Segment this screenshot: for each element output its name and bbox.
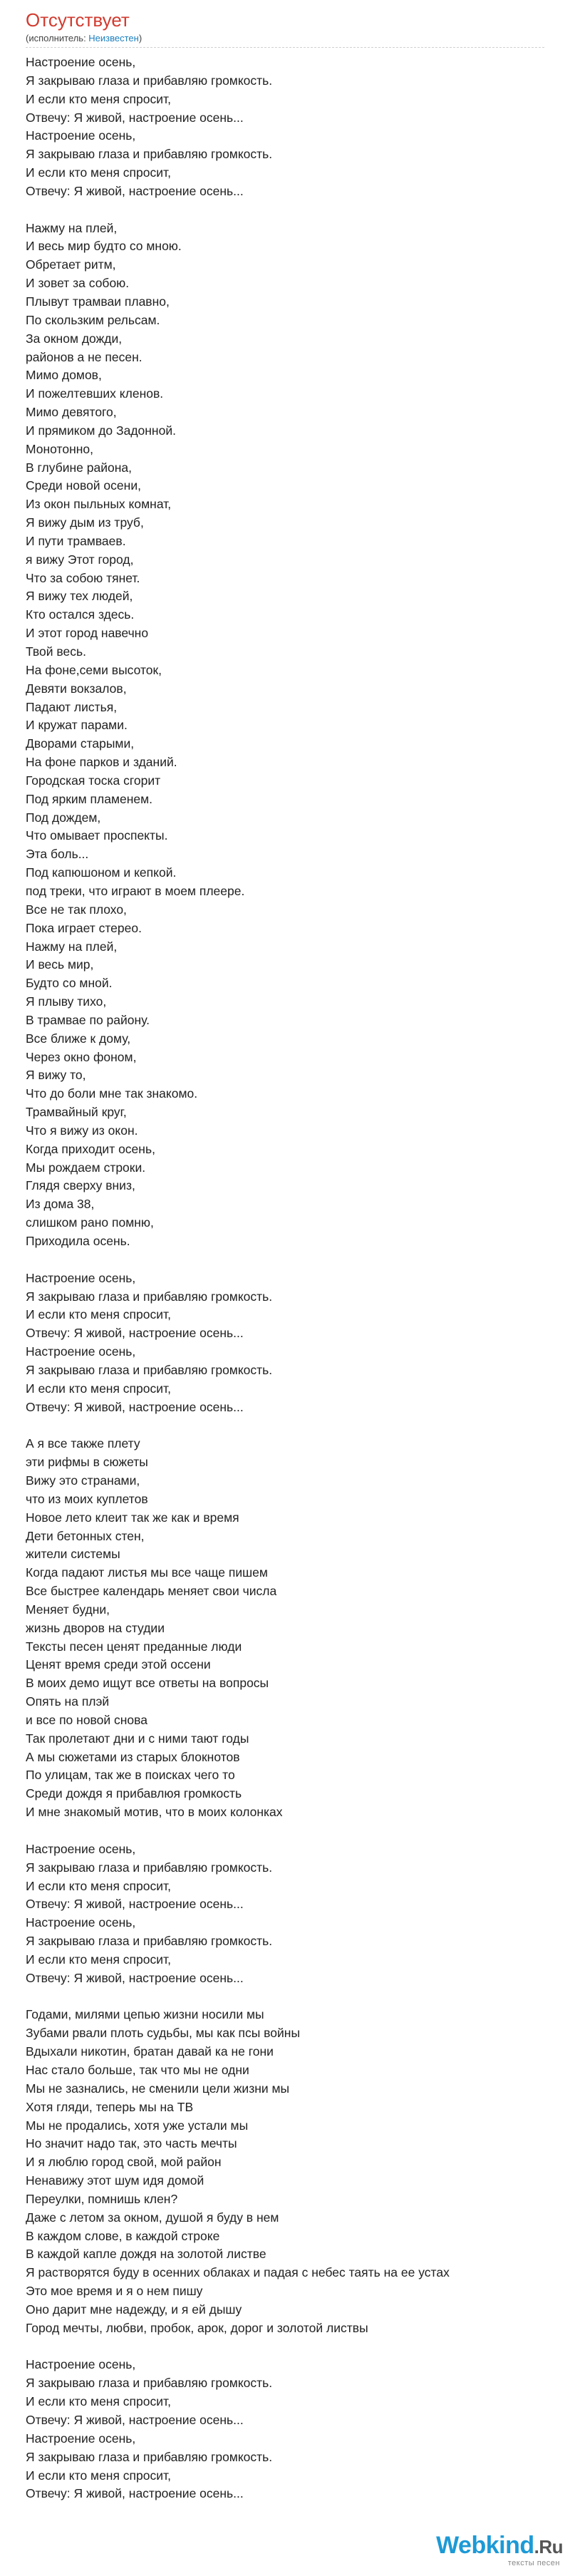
lyric-line: И если кто меня спросит, [26, 2468, 171, 2483]
lyric-line: Эта боль... [26, 847, 89, 862]
lyric-line: жизнь дворов на студии [26, 1620, 165, 1635]
lyric-line: И если кто меня спросит, [26, 1952, 171, 1967]
lyric-line: Я вижу то, [26, 1068, 86, 1083]
lyric-line: В каждом слове, в каждой строке [26, 2228, 220, 2243]
lyric-line: Я растворятся буду в осенних облаках и падая с небес таять на ее устах [26, 2265, 450, 2280]
lyric-line: слишком рано помню, [26, 1215, 154, 1230]
lyric-line: Все быстрее календарь меняет свои числа [26, 1584, 277, 1599]
lyric-line: Обретает ритм, [26, 257, 116, 272]
lyric-line: Настроение осень, [26, 2431, 136, 2446]
lyric-line: Через окно фоном, [26, 1049, 137, 1064]
lyric-line: Под дождем, [26, 810, 101, 825]
lyric-line: эти рифмы в сюжеты [26, 1455, 148, 1470]
lyric-line: Новое лето клеит так же как и время [26, 1510, 239, 1525]
lyric-line: В моих демо ищут все ответы на вопросы [26, 1676, 269, 1691]
lyric-line: Я закрываю глаза и прибавляю громкость. [26, 73, 273, 88]
lyric-line: Все не так плохо, [26, 902, 127, 917]
lyric-line: За окном дожди, [26, 331, 123, 346]
lyric-line: Меняет будни, [26, 1602, 110, 1617]
stanza-gap [26, 1988, 544, 2006]
lyric-line: Девяти вокзалов, [26, 681, 127, 696]
lyric-line: Приходила осень. [26, 1234, 130, 1248]
lyric-line: Кто остался здесь. [26, 607, 135, 622]
logo-main-text: Webkind [436, 2532, 534, 2559]
lyric-line: Плывут трамваи плавно, [26, 294, 170, 309]
lyric-line: И кружат парами. [26, 718, 128, 733]
byline-prefix: (исполнитель: [26, 33, 89, 43]
logo-tagline: тексты песен [507, 2559, 560, 2567]
lyric-line: Все ближе к дому, [26, 1031, 131, 1046]
lyric-line: Я закрываю глаза и прибавляю громкость. [26, 1362, 273, 1377]
lyric-line: Когда приходит осень, [26, 1141, 155, 1156]
lyric-line: И мне знакомый мотив, что в моих колонках [26, 1805, 283, 1820]
lyric-line: Падают листья, [26, 699, 118, 714]
lyric-line: Отвечу: Я живой, настроение осень... [26, 2486, 244, 2501]
lyric-line: В трамвае по району. [26, 1012, 150, 1027]
lyric-line: Монотонно, [26, 441, 93, 456]
lyric-line: А я все также плету [26, 1436, 140, 1451]
lyric-line: Так пролетают дни и с ними тают годы [26, 1731, 249, 1746]
lyric-line: Под ярким пламенем. [26, 791, 153, 806]
lyric-line: Мы не продались, хотя уже устали мы [26, 2118, 249, 2133]
lyric-line: Под капюшоном и кепкой. [26, 865, 177, 880]
lyric-line: Настроение осень, [26, 2357, 136, 2372]
lyric-line: Мимо девятого, [26, 405, 117, 420]
lyric-line: И если кто меня спросит, [26, 91, 171, 106]
lyric-line: Глядя сверху вниз, [26, 1178, 135, 1193]
lyric-line: что из моих куплетов [26, 1491, 148, 1506]
lyric-line: И если кто меня спросит, [26, 2394, 171, 2409]
lyric-line: Я закрываю глаза и прибавляю громкость. [26, 1289, 273, 1304]
lyric-line: Я закрываю глаза и прибавляю громкость. [26, 2376, 273, 2391]
lyric-line: Это мое время и я о нем пишу [26, 2284, 203, 2299]
lyric-line: И если кто меня спросит, [26, 1878, 171, 1893]
lyric-line: И я люблю город свой, мой район [26, 2155, 222, 2170]
lyric-line: Вдыхали никотин, братан давай ка не гони [26, 2044, 274, 2059]
logo-wordmark [436, 2532, 563, 2560]
song-title: Отсутствует [26, 9, 130, 31]
lyric-line: И пути трамваев. [26, 533, 126, 548]
lyric-line: я вижу Этот город, [26, 552, 134, 567]
lyric-line: И весь мир, [26, 957, 94, 972]
lyric-line: Я закрываю глаза и прибавляю громкость. [26, 147, 273, 162]
lyric-line: Отвечу: Я живой, настроение осень... [26, 1399, 244, 1414]
lyric-line: Но значит надо так, это часть мечты [26, 2136, 237, 2151]
lyric-line: районов а не песен. [26, 349, 142, 364]
lyric-line: Годами, милями цепью жизни носили мы [26, 2007, 264, 2022]
lyric-line: Ценят время среди этой оссени [26, 1657, 211, 1672]
lyric-line: Я вижу тех людей, [26, 589, 133, 604]
lyric-line: Настроение осень, [26, 1841, 136, 1856]
lyric-line: Я закрываю глаза и прибавляю громкость. [26, 1934, 273, 1949]
lyric-line: Я плыву тихо, [26, 994, 107, 1009]
stanza-gap [26, 2338, 544, 2356]
lyric-line: По улицам, так же в поисках чего то [26, 1768, 235, 1783]
lyrics-page [26, 9, 544, 2503]
stanza-gap [26, 201, 544, 220]
lyric-line: Настроение осень, [26, 1915, 136, 1930]
logo-tld: .Ru [534, 2536, 563, 2557]
lyric-line: Пока играет стерео. [26, 920, 142, 935]
lyric-line: Настроение осень, [26, 128, 136, 143]
lyric-line: Хотя гляди, теперь мы на ТВ [26, 2099, 194, 2114]
site-logo[interactable] [436, 2532, 563, 2569]
lyric-line: Отвечу: Я живой, настроение осень... [26, 2413, 244, 2427]
lyric-line: Нажму на плей, [26, 220, 118, 235]
lyric-line: под треки, что играют в моем плеере. [26, 883, 245, 898]
stanza-gap [26, 1251, 544, 1269]
lyrics-body [26, 53, 544, 2503]
lyric-line: Нажму на плей, [26, 939, 118, 954]
lyric-line: В глубине района, [26, 460, 132, 475]
lyric-line: Нас стало больше, так что мы не одни [26, 2062, 249, 2077]
lyric-line: Переулки, помнишь клен? [26, 2191, 178, 2206]
lyric-line: И зовет за собою. [26, 276, 130, 291]
lyric-line: Мы не зазнались, не сменили цели жизни мы [26, 2081, 290, 2096]
lyric-line: И прямиком до Задонной. [26, 423, 176, 438]
lyric-line: Отвечу: Я живой, настроение осень... [26, 110, 244, 125]
lyric-line: Дворами старыми, [26, 736, 135, 751]
lyric-line: Что до боли мне так знакомо. [26, 1086, 198, 1101]
lyric-line: И пожелтевших кленов. [26, 386, 164, 401]
lyric-line: Среди дождя я прибавлюя громкость [26, 1786, 242, 1801]
lyric-line: Я вижу дым из труб, [26, 515, 144, 530]
lyric-line: Из окон пыльных комнат, [26, 497, 172, 512]
lyric-line: Настроение осень, [26, 55, 136, 69]
lyric-line: На фоне парков и зданий. [26, 755, 177, 770]
lyric-line: И весь мир будто со мною. [26, 239, 182, 254]
lyric-line: На фоне,семи высоток, [26, 662, 162, 677]
artist-link[interactable]: Неизвестен [88, 33, 139, 43]
lyric-line: А мы сюжетами из старых блокнотов [26, 1749, 240, 1764]
lyric-line: Дети бетонных стен, [26, 1528, 145, 1543]
lyric-line: Будто со мной. [26, 976, 113, 991]
lyric-line: Твой весь. [26, 644, 86, 659]
lyric-line: Отвечу: Я живой, настроение осень... [26, 1970, 244, 1985]
lyric-line: Настроение осень, [26, 1344, 136, 1359]
lyric-line: И если кто меня спросит, [26, 165, 171, 180]
lyric-line: Когда падают листья мы все чаще пишем [26, 1565, 268, 1580]
lyric-line: Мимо домов, [26, 368, 102, 383]
lyric-line: Город мечты, любви, пробок, арок, дорог и золотой листвы [26, 2320, 368, 2335]
lyric-line: жители системы [26, 1547, 120, 1562]
lyric-line: Что я вижу из окон. [26, 1123, 138, 1138]
lyric-line: Зубами рвали плоть судьбы, мы как псы войны [26, 2026, 301, 2041]
artist-byline [26, 33, 544, 48]
lyric-line: Оно дарит мне надежду, и я ей дышу [26, 2302, 242, 2317]
lyric-line: Опять на плэй [26, 1694, 110, 1709]
lyric-line: Городская тоска сгорит [26, 773, 161, 788]
lyric-line: И если кто меня спросит, [26, 1307, 171, 1322]
lyric-line: И этот город навечно [26, 626, 149, 641]
lyric-line: Вижу это странами, [26, 1473, 140, 1488]
stanza-gap [26, 1822, 544, 1840]
lyric-line: Настроение осень, [26, 1270, 136, 1285]
lyric-line: Среди новой осени, [26, 478, 141, 493]
lyric-line: По скользким рельсам. [26, 312, 160, 327]
lyric-line: Отвечу: Я живой, настроение осень... [26, 183, 244, 198]
lyric-line: Я закрываю глаза и прибавляю громкость. [26, 2449, 273, 2464]
lyric-line: Тексты песен ценят преданные люди [26, 1639, 242, 1654]
lyric-line: Из дома 38, [26, 1197, 95, 1212]
lyric-line: Я закрываю глаза и прибавляю громкость. [26, 1860, 273, 1875]
lyric-line: Отвечу: Я живой, настроение осень... [26, 1897, 244, 1912]
lyric-line: Отвечу: Я живой, настроение осень... [26, 1326, 244, 1341]
lyric-line: И если кто меня спросит, [26, 1381, 171, 1396]
lyric-line: Даже с летом за окном, душой я буду в нем [26, 2210, 279, 2225]
stanza-gap [26, 1416, 544, 1435]
byline-suffix: ) [138, 33, 142, 43]
lyric-line: Мы рождаем строки. [26, 1160, 146, 1175]
lyric-line: Что за собою тянет. [26, 570, 140, 585]
lyric-line: Трамвайный круг, [26, 1105, 127, 1120]
lyric-line: Ненавижу этот шум идя домой [26, 2173, 204, 2188]
lyric-line: В каждой капле дождя на золотой листве [26, 2247, 266, 2262]
lyric-line: и все по новой снова [26, 1712, 148, 1727]
lyric-line: Что омывает проспекты. [26, 828, 168, 843]
